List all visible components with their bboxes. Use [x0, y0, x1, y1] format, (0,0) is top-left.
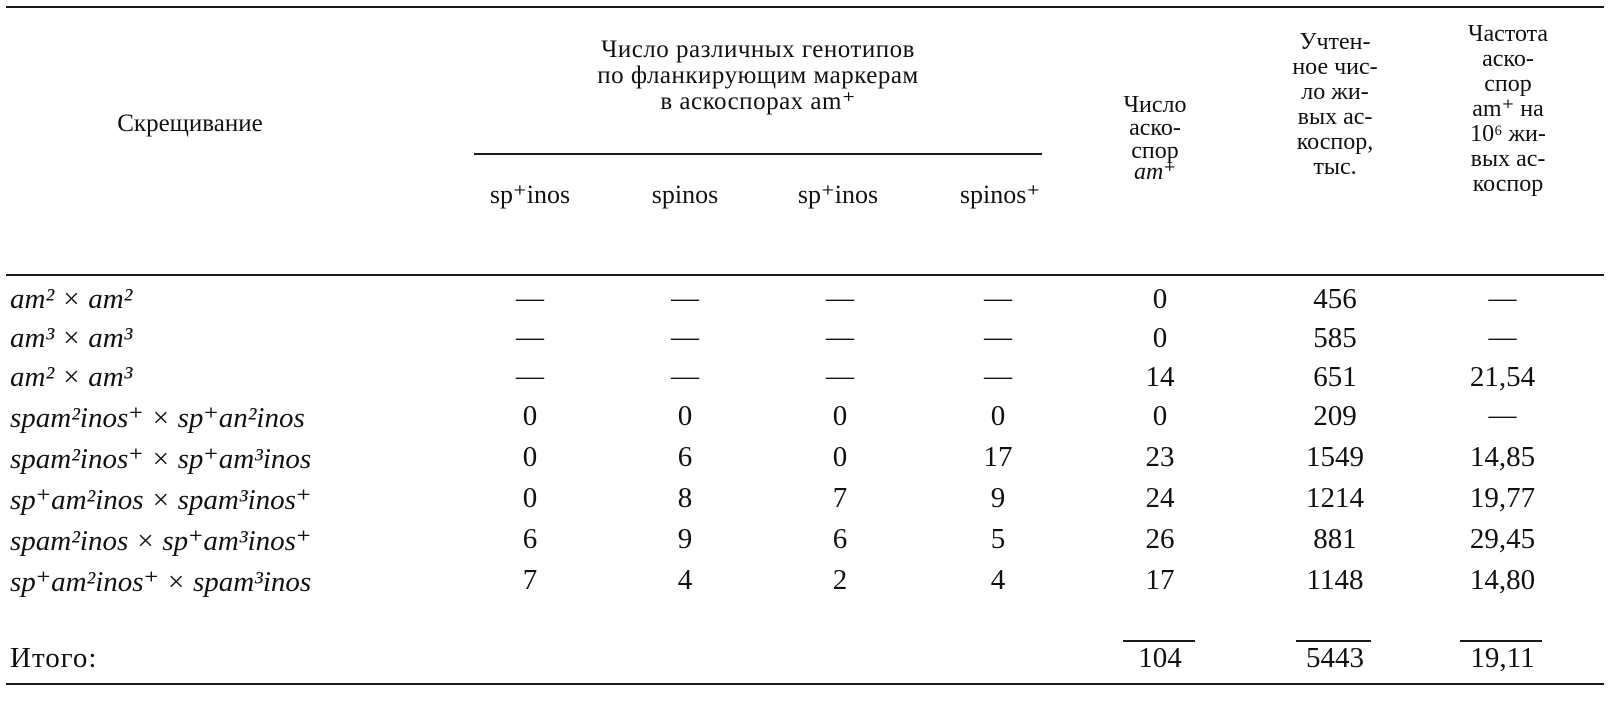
header-genotypes-line-1: Число различных генотипов — [601, 36, 915, 63]
table-row — [0, 523, 1611, 559]
cross-cell: sp⁺am²inos × spam³inos⁺ — [10, 484, 312, 516]
count-cell: 14 — [1145, 361, 1175, 393]
genotype-cell-4: 5 — [990, 523, 1006, 555]
table-row — [0, 322, 1611, 358]
header-genotype-col-1: sp⁺inos — [489, 180, 571, 209]
genotype-cell-2: 8 — [677, 482, 693, 514]
count-cell: 17 — [1145, 564, 1175, 596]
genotype-cell-4: — — [984, 322, 1012, 353]
header-freq-line-4: am⁺ на — [1472, 96, 1544, 122]
genotype-cell-1: — — [516, 361, 544, 392]
genotype-cell-2: 0 — [677, 400, 693, 432]
header-live-line-2: ное чис- — [1292, 54, 1378, 80]
count-cell: 0 — [1152, 322, 1168, 354]
live-cell: 209 — [1313, 400, 1357, 432]
genotype-cell-1: 0 — [522, 400, 538, 432]
cross-cell: spam²inos⁺ × sp⁺am³inos — [10, 443, 312, 475]
genotype-cell-4: — — [984, 361, 1012, 392]
header-bottom-rule — [6, 274, 1604, 276]
genotype-cell-2: — — [671, 283, 699, 314]
total-row — [0, 642, 1611, 680]
freq-cell: 29,45 — [1469, 523, 1536, 555]
genotype-cell-2: — — [671, 361, 699, 392]
freq-cell: 14,80 — [1469, 564, 1536, 596]
genotype-cell-1: — — [516, 322, 544, 353]
genotype-cell-4: 9 — [990, 482, 1006, 514]
table-row — [0, 564, 1611, 600]
live-cell: 651 — [1313, 361, 1357, 393]
freq-cell: — — [1488, 400, 1517, 431]
bottom-rule — [6, 683, 1604, 685]
count-cell: 0 — [1152, 400, 1168, 432]
table-row — [0, 283, 1611, 319]
genotype-cell-4: 17 — [983, 441, 1013, 473]
count-cell: 0 — [1152, 283, 1168, 315]
header-live-line-1: Учтен- — [1299, 29, 1371, 55]
cross-cell: am² × am² — [10, 283, 133, 315]
genotype-cell-3: 0 — [832, 441, 848, 473]
live-cell: 1549 — [1306, 441, 1364, 473]
count-cell: 26 — [1145, 523, 1175, 555]
genotype-cell-2: 9 — [677, 523, 693, 555]
header-freq-line-7: коспор — [1472, 171, 1544, 197]
header-live-line-6: тыс. — [1313, 154, 1357, 180]
genotype-cell-3: — — [826, 283, 854, 314]
genotype-cell-2: — — [671, 322, 699, 353]
table-row — [0, 441, 1611, 477]
group-underline — [474, 153, 1042, 155]
header-live-line-3: ло жи- — [1301, 79, 1369, 105]
header-freq-line-1: Частота — [1467, 21, 1549, 47]
top-rule — [6, 6, 1604, 8]
genotype-cell-1: 6 — [522, 523, 538, 555]
live-cell: 1148 — [1306, 564, 1364, 596]
genotype-cell-1: 0 — [522, 482, 538, 514]
total-label: Итого: — [10, 642, 98, 674]
live-cell: 1214 — [1306, 482, 1364, 514]
genotype-cell-2: 6 — [677, 441, 693, 473]
table-row — [0, 482, 1611, 518]
genotype-cell-1: — — [516, 283, 544, 314]
header-freq-line-5: 10⁶ жи- — [1470, 121, 1546, 147]
genotype-cell-3: 7 — [832, 482, 848, 514]
genotype-cell-2: 4 — [677, 564, 693, 596]
header-live-line-5: коспор, — [1296, 129, 1374, 155]
freq-cell: — — [1488, 322, 1517, 353]
genotype-cell-4: 0 — [990, 400, 1006, 432]
total-live-cell: 5443 — [1306, 642, 1364, 674]
header-genotype-col-2: spinos — [651, 180, 719, 209]
freq-cell: 14,85 — [1469, 441, 1536, 473]
header-genotype-col-3: sp⁺inos — [797, 180, 879, 209]
header-count-line-4: am⁺ — [1134, 159, 1176, 185]
header-genotypes-line-3: в аскоспорах am⁺ — [660, 88, 856, 115]
header-count-line-1: Число — [1123, 92, 1187, 118]
header-freq-line-3: спор — [1484, 71, 1532, 97]
header-genotypes-line-2: по фланкирующим маркерам — [597, 62, 919, 89]
freq-cell: 21,54 — [1469, 361, 1536, 393]
count-cell: 23 — [1145, 441, 1175, 473]
genotype-cell-1: 7 — [522, 564, 538, 596]
header-count-line-3: спор — [1131, 138, 1179, 164]
count-cell: 24 — [1145, 482, 1175, 514]
genotype-cell-4: — — [984, 283, 1012, 314]
cross-cell: spam²inos⁺ × sp⁺an²inos — [10, 402, 305, 434]
genotype-cell-4: 4 — [990, 564, 1006, 596]
header-genotype-col-4: spinos⁺ — [959, 180, 1041, 209]
cross-cell: am³ × am³ — [10, 322, 133, 354]
header-crossing: Скрещивание — [117, 110, 263, 137]
total-freq-cell: 19,11 — [1470, 642, 1535, 674]
header-count-line-2: аско- — [1129, 115, 1181, 141]
genotype-cell-1: 0 — [522, 441, 538, 473]
genotype-cell-3: 2 — [832, 564, 848, 596]
genotype-cell-3: 6 — [832, 523, 848, 555]
table-row — [0, 400, 1611, 436]
freq-cell: 19,77 — [1469, 482, 1536, 514]
header-freq-line-6: вых ас- — [1470, 146, 1546, 172]
live-cell: 881 — [1313, 523, 1357, 555]
live-cell: 585 — [1313, 322, 1357, 354]
cross-cell: am² × am³ — [10, 361, 133, 393]
cross-cell: sp⁺am²inos⁺ × spam³inos — [10, 566, 312, 598]
cross-cell: spam²inos × sp⁺am³inos⁺ — [10, 525, 312, 557]
header-freq-line-2: аско- — [1482, 46, 1534, 72]
table-row — [0, 361, 1611, 397]
genotype-cell-3: 0 — [832, 400, 848, 432]
total-count-cell: 104 — [1138, 642, 1182, 674]
genotype-cell-3: — — [826, 322, 854, 353]
header-live-line-4: вых ас- — [1297, 104, 1373, 130]
freq-cell: — — [1488, 283, 1517, 314]
live-cell: 456 — [1313, 283, 1357, 315]
genotype-cell-3: — — [826, 361, 854, 392]
